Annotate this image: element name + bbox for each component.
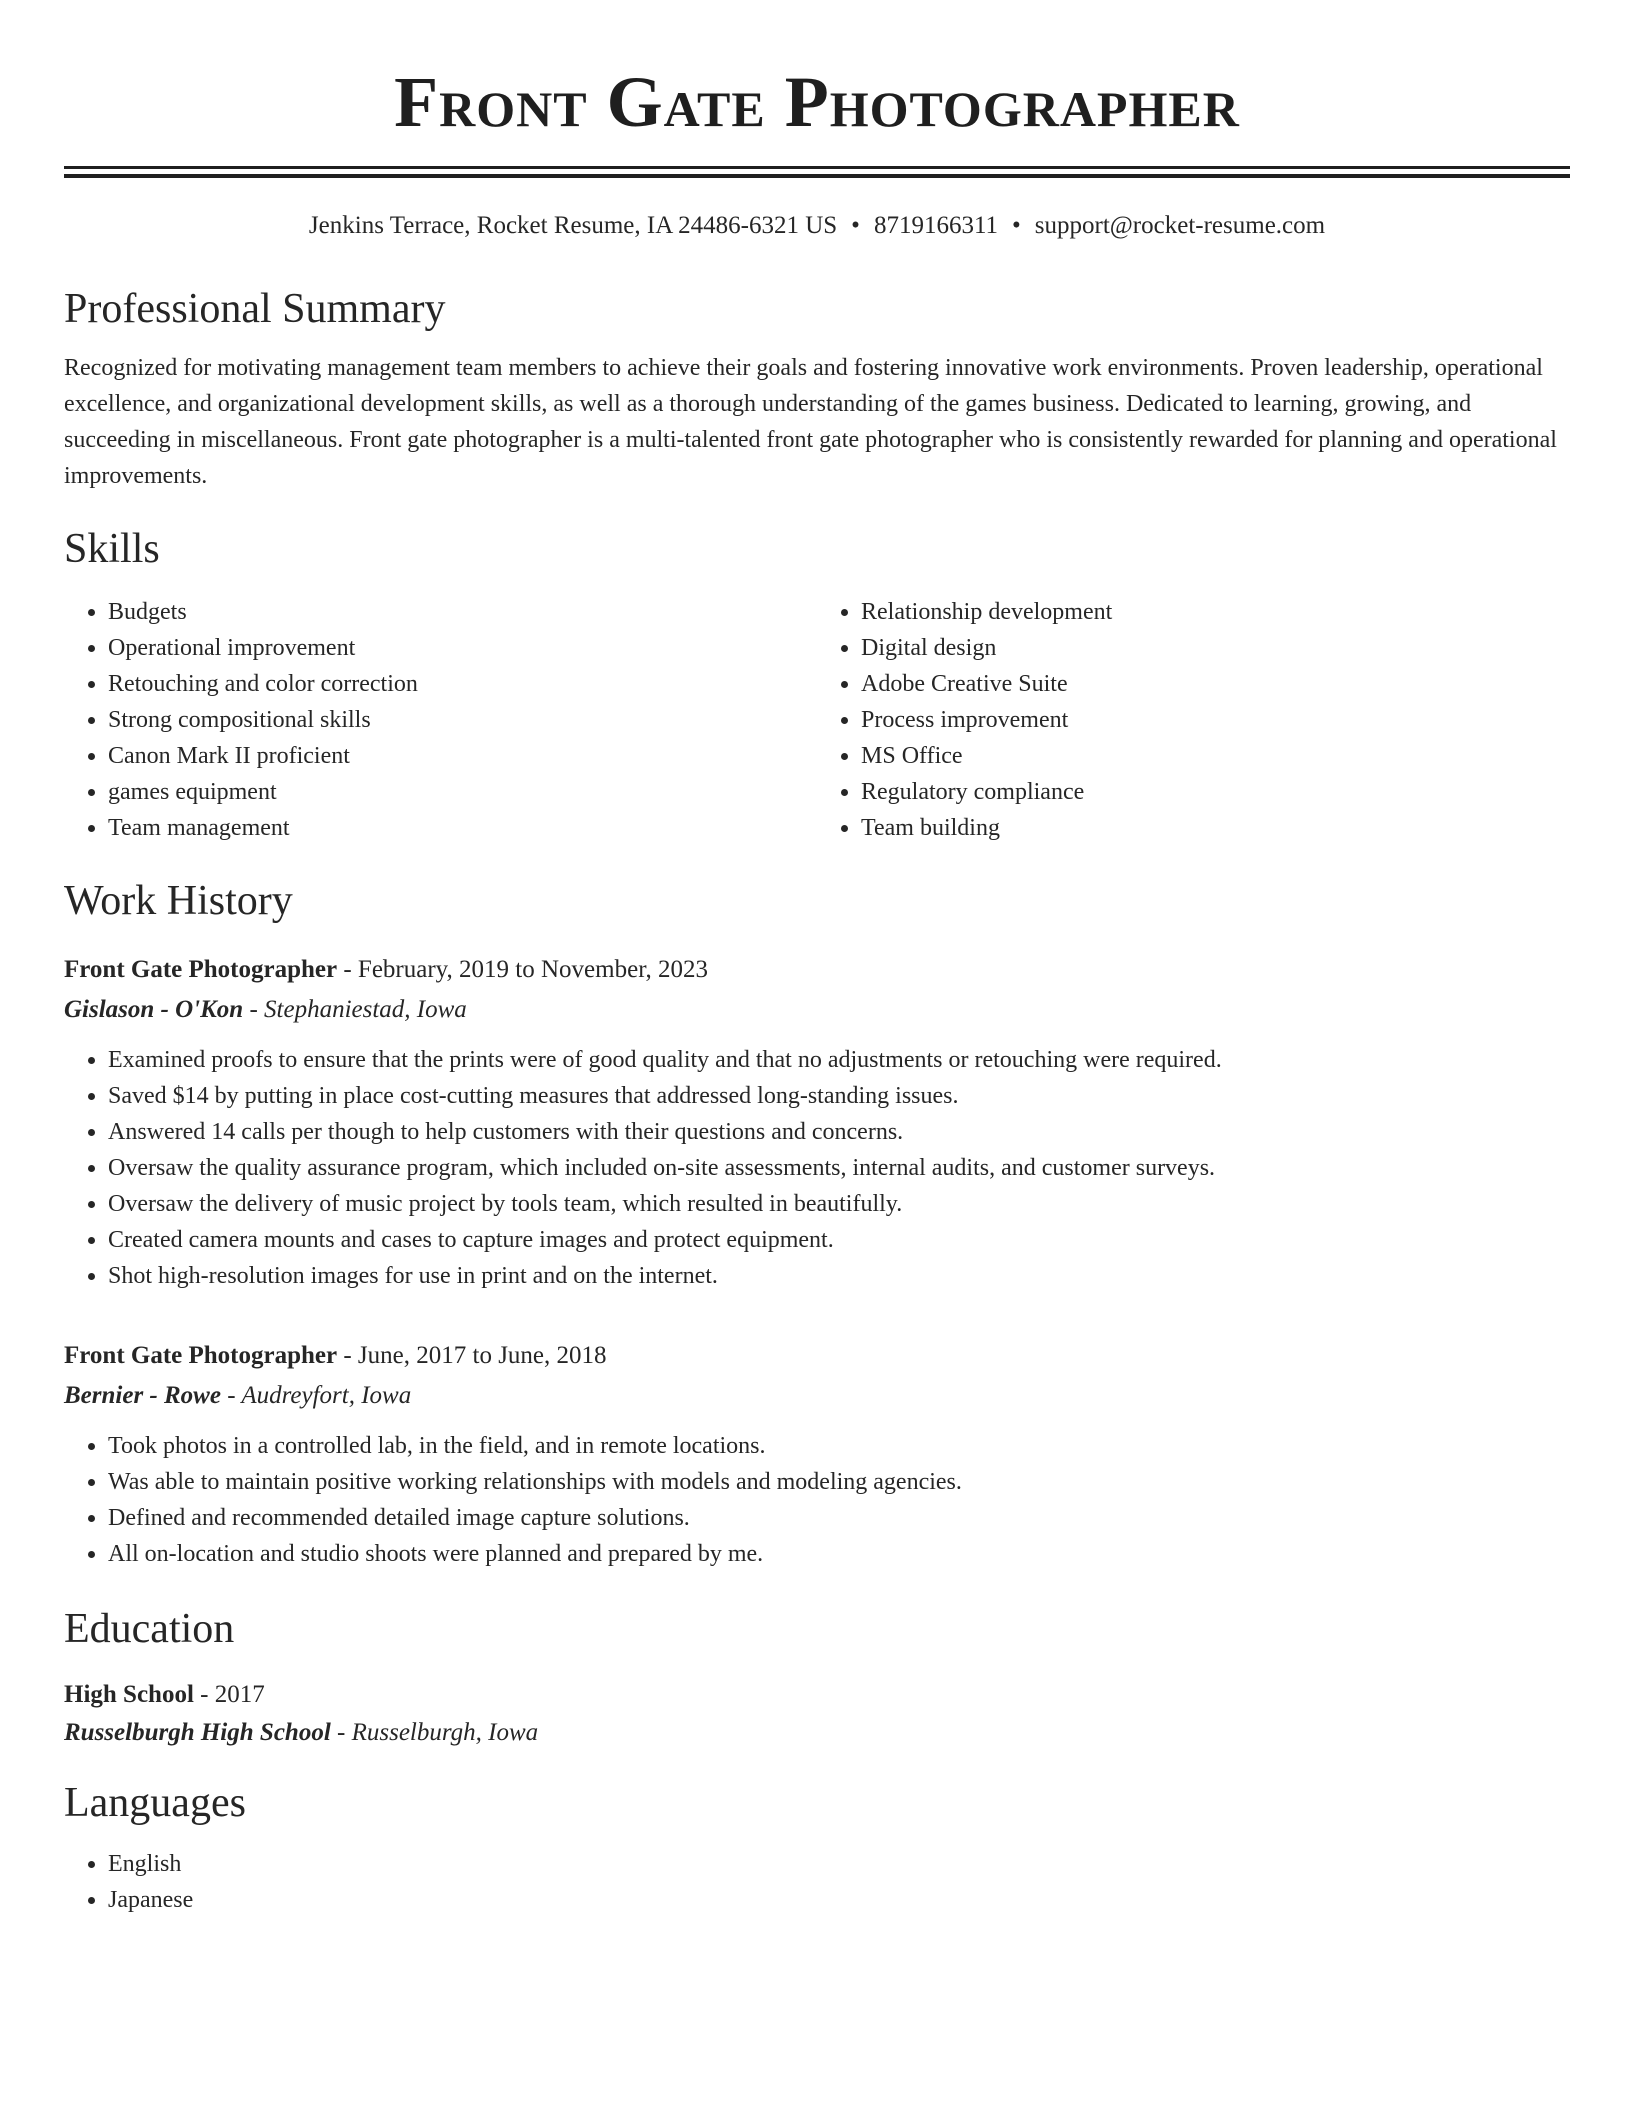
contact-phone: 8719166311	[873, 212, 999, 239]
job-entry	[64, 950, 1570, 1294]
skill-item: • games equipment	[108, 774, 817, 810]
header-divider	[64, 166, 1570, 178]
job-bullet: • Examined proofs to ensure that the prints were of good quality and that no adjustments or retouching were required.	[108, 1042, 1570, 1078]
contact-line	[64, 210, 1570, 242]
summary-text: Recognized for motivating management team members to achieve their goals and fostering innovative work environments. Proven leadership, operational excellence, and organizational development skills, as well as a thorough understanding of the games business. Dedicated to learning, growing, and succeeding in miscellaneous. Front gate photographer is a multi-talented front gate photographer who is consistently rewarded for planning and operational improvements.	[64, 355, 1557, 489]
skills-right-list	[817, 594, 1570, 846]
education-heading: Education	[64, 1606, 235, 1652]
education-location: - Russelburgh, Iowa	[330, 1719, 539, 1746]
job-title-line	[64, 950, 1570, 990]
contact-separator: •	[851, 212, 860, 239]
job-company-line	[64, 1376, 1570, 1416]
contact-separator: •	[1012, 212, 1021, 239]
skill-item: • Budgets	[108, 594, 817, 630]
skill-item: • Adobe Creative Suite	[861, 666, 1570, 702]
skills-grid	[64, 594, 1570, 846]
job-company-line	[64, 990, 1570, 1030]
skill-item: • Team management	[108, 810, 817, 846]
job-title: Front Gate Photographer	[64, 956, 338, 983]
skills-left-list	[64, 594, 817, 846]
job-bullet: • Oversaw the quality assurance program, which included on-site assessments, internal audits, and customer surveys.	[108, 1150, 1570, 1186]
job-entry	[64, 1336, 1570, 1572]
summary-heading: Professional Summary	[64, 286, 446, 332]
skill-item: • Operational improvement	[108, 630, 817, 666]
job-bullets	[64, 1428, 1570, 1572]
contact-email: support@rocket-resume.com	[1034, 212, 1326, 239]
job-bullet: • Was able to maintain positive working relationships with models and modeling agencies.	[108, 1464, 1570, 1500]
job-company: Gislason - O'Kon	[64, 996, 244, 1023]
job-dates: - June, 2017 to June, 2018	[337, 1342, 607, 1369]
skill-item: • Relationship development	[861, 594, 1570, 630]
education-degree: High School	[64, 1681, 194, 1708]
job-bullets	[64, 1042, 1570, 1294]
skill-item: • Digital design	[861, 630, 1570, 666]
skill-item: • Strong compositional skills	[108, 702, 817, 738]
job-bullet: • Answered 14 calls per though to help customers with their questions and concerns.	[108, 1114, 1570, 1150]
skill-item: • MS Office	[861, 738, 1570, 774]
job-bullet: • Shot high-resolution images for use in print and on the internet.	[108, 1258, 1570, 1294]
job-bullet: • Oversaw the delivery of music project by tools team, which resulted in beautifully.	[108, 1186, 1570, 1222]
education-school-line	[64, 1714, 1570, 1752]
job-bullet: • Defined and recommended detailed image capture solutions.	[108, 1500, 1570, 1536]
resume-name: Front Gate Photographer	[394, 62, 1240, 142]
education-year: - 2017	[193, 1681, 265, 1708]
education-school: Russelburgh High School	[64, 1719, 331, 1746]
job-location: - Audreyfort, Iowa	[220, 1382, 412, 1409]
job-bullet: • Took photos in a controlled lab, in the field, and in remote locations.	[108, 1428, 1570, 1464]
contact-address: Jenkins Terrace, Rocket Resume, IA 24486-6321 US	[308, 212, 838, 239]
skill-item: • Canon Mark II proficient	[108, 738, 817, 774]
languages-heading: Languages	[64, 1780, 246, 1826]
work-history-heading: Work History	[64, 878, 293, 924]
job-dates: - February, 2019 to November, 2023	[337, 956, 709, 983]
education-degree-line	[64, 1676, 1570, 1714]
job-bullet: • Saved $14 by putting in place cost-cutting measures that addressed long-standing issues.	[108, 1078, 1570, 1114]
job-location: - Stephaniestad, Iowa	[243, 996, 467, 1023]
languages-list	[64, 1846, 1570, 1918]
language-item: • Japanese	[108, 1882, 1570, 1918]
job-company: Bernier - Rowe	[64, 1382, 221, 1409]
language-item: • English	[108, 1846, 1570, 1882]
job-title: Front Gate Photographer	[64, 1342, 338, 1369]
skill-item: • Regulatory compliance	[861, 774, 1570, 810]
job-bullet: • All on-location and studio shoots were planned and prepared by me.	[108, 1536, 1570, 1572]
skills-heading: Skills	[64, 526, 160, 572]
skill-item: • Team building	[861, 810, 1570, 846]
resume-page	[64, 0, 1570, 1918]
skill-item: • Process improvement	[861, 702, 1570, 738]
job-title-line	[64, 1336, 1570, 1376]
skill-item: • Retouching and color correction	[108, 666, 817, 702]
job-bullet: • Created camera mounts and cases to capture images and protect equipment.	[108, 1222, 1570, 1258]
